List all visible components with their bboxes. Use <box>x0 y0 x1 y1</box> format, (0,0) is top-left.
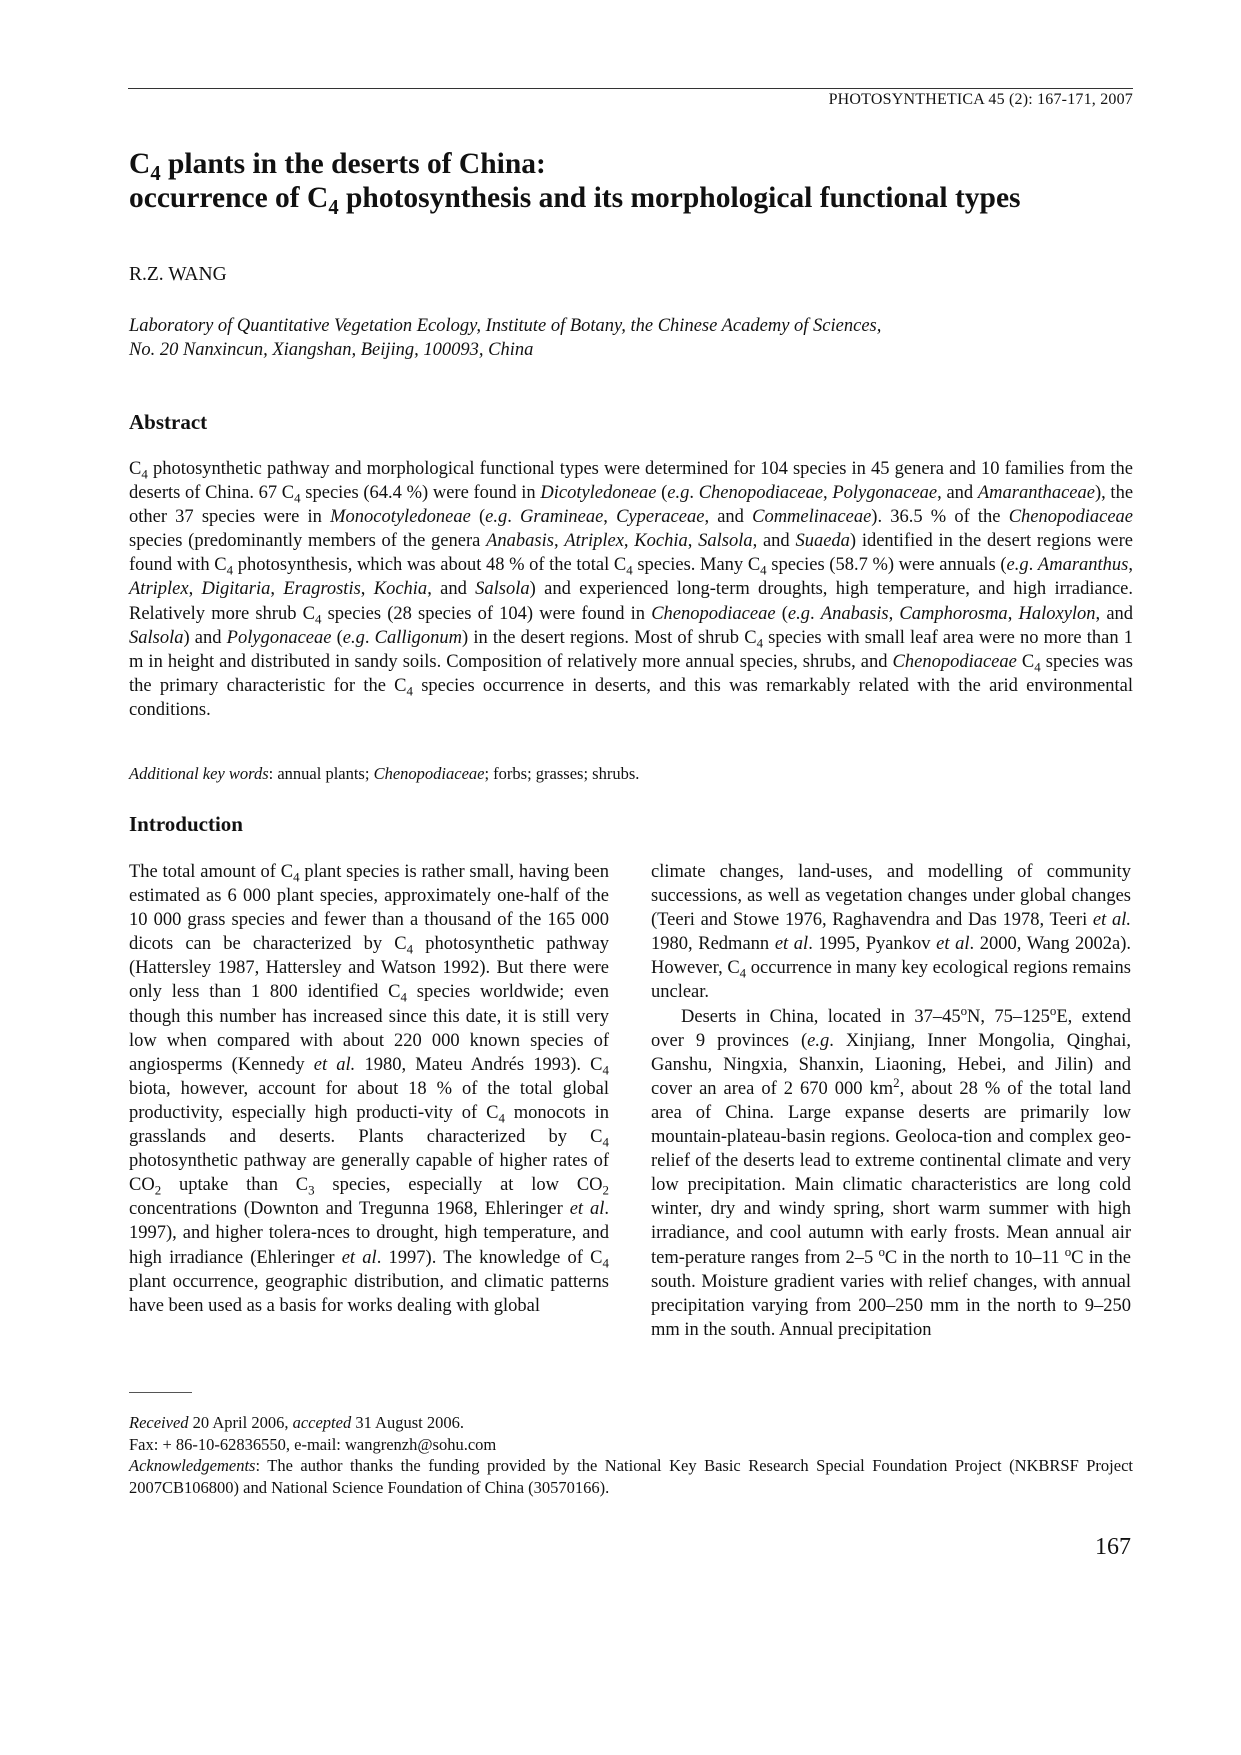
author: R.Z. WANG <box>129 264 227 285</box>
header-rule <box>128 88 1133 89</box>
intro-column-right <box>651 860 1131 1342</box>
intro-paragraph: Deserts in China, located in 37–45$^o$N, 75–125$^o$E, extend over 9 provinces (e.g. Xinjiang, Inner Mongolia, Qinghai, Ganshu, Ningxia, Shanxin, Liaoning, Hebei, and Jilin) and cover an area of 2 670 000 $km^2$, about 28 % of the total land area of China. Large expanse deserts are primarily low mountain-plateau-basin regions. Geoloca-tion and complex geo-relief of the deserts lead to extreme continental climate and very low precipitation. Main climatic characteristics are long cold winter, dry and windy spring, short warm summer with high irradiance, and cool autumn with early frosts. Mean annual air tem-perature ranges from 2–5 $^o$C in the north to 10–11 $^o$C in the south. Moisture gradient varies with relief changes, with annual precipitation varying from 200–250 mm in the north to 9–250 mm in the south. Annual precipitation <box>651 1002 1131 1340</box>
affiliation-line-2: No. 20 Nanxincun, Xiangshan, Beijing, 100093, China <box>129 340 534 360</box>
intro-paragraph: The total amount of $C_4$ plant species is rather small, having been estimated as 6 000 plant species, approximately one-half of the 10 000 grass species and fewer than a thousand of the 165 000 dicots can be characterized by $C_4$ photosynthetic pathway (Hattersley 1987, Hattersley and Watson 1992). But there were only less than 1 800 identified $C_4$ species worldwide; even though this number has increased since this date, it is still very low when compared with about 220 000 known species of angiosperms (Kennedy et al. 1980, Mateu Andrés 1993). $C_4$ biota, however, account for about 18 % of the total global productivity, especially high producti-vity of $C_4$ monocots in grasslands and deserts. Plants characterized by $C_4$ photosynthetic pathway are generally capable of higher rates of $CO_2$ uptake than $C_3$ species, especially at low $CO_2$ concentrations (Downton and Tregunna 1968, Ehleringer et al. 1997), and higher tolera-nces to drought, high temperature, and high irradiance (Ehleringer et al. 1997). The knowledge of $C_4$ plant occurrence, geographic distribution, and climatic patterns have been used as a basis for works dealing with global <box>129 862 610 1316</box>
affiliation-line-1: Laboratory of Quantitative Vegetation Ecology, Institute of Botany, the Chinese Academy of Sciences, <box>129 316 882 336</box>
keywords-label: Additional key words <box>129 764 269 783</box>
received-line: Received 20 April 2006, accepted 31 August 2006. <box>129 1413 464 1432</box>
keywords: Additional key words: annual plants; Chenopodiaceae; forbs; grasses; shrubs. <box>129 764 640 783</box>
intro-paragraph: climate changes, land-uses, and modelling of community successions, as well as vegetation changes under global changes (Teeri and Stowe 1976, Raghavendra and Das 1978, Teeri et al. 1980, Redmann et al. 1995, Pyankov et al. 2000, Wang 2002a). However, $C_4$ occurrence in many key ecological regions remains unclear. <box>651 862 1132 1003</box>
title-line-2: occurrence of $C_4$ photosynthesis and its morphological functional types <box>129 182 1021 219</box>
running-header: PHOTOSYNTHETICA 45 (2): 167-171, 2007 <box>828 91 1133 108</box>
acknowledgements: Acknowledgements: The author thanks the funding provided by the National Key Basic Research Special Foundation Project (NKBRSF Project 2007CB106800) and National Science Foundation of China (30570166). <box>129 1456 1133 1497</box>
abstract-heading: Abstract <box>129 410 208 434</box>
contact-line: Fax: + 86-10-62836550, e-mail: wangrenzh@sohu.com <box>129 1434 497 1454</box>
abstract-text: $C_4$ photosynthetic pathway and morphological functional types were determined for 104 species in 45 genera and 10 families from the deserts of China. 67 $C_4$ species (64.4 %) were found in Dicotyledoneae (e.g. Chenopodiaceae, Polygonaceae, and Amaranthaceae), the other 37 species were in Monocotyledoneae (e.g. Gramineae, Cyperaceae, and Commelinaceae). 36.5 % of the Chenopodiaceae species (predominantly members of the genera Anabasis, Atriplex, Kochia, Salsola, and Suaeda) identified in the desert regions were found with $C_4$ photosynthesis, which was about 48 % of the total $C_4$ species. Many $C_4$ species (58.7 %) were annuals (e.g. Amaranthus, Atriplex, Digitaria, Eragrostis, Kochia, and Salsola) and experienced long-term droughts, high temperature, and high irradiance. Relatively more shrub $C_4$ species (28 species of 104) were found in Chenopodiaceae (e.g. Anabasis, Camphorosma, Haloxylon, and Salsola) and Polygonaceae (e.g. Calligonum) in the desert regions. Most of shrub $C_4$ species with small leaf area were no more than 1 m in height and distributed in sandy soils. Composition of relatively more annual species, shrubs, and Chenopodiaceae $C_4$ species was the primary characteristic for the $C_4$ species occurrence in deserts, and this was remarkably related with the arid environmental conditions. <box>129 459 1134 720</box>
intro-column-left <box>129 860 609 1318</box>
title-line-1: $C_4$ plants in the deserts of China: <box>129 148 546 185</box>
introduction-heading: Introduction <box>129 812 243 836</box>
page-number: 167 <box>1095 1534 1131 1560</box>
footnotes <box>129 1412 1133 1498</box>
footnote-rule <box>129 1392 192 1393</box>
affiliation <box>129 314 881 362</box>
article-title <box>129 147 1129 219</box>
